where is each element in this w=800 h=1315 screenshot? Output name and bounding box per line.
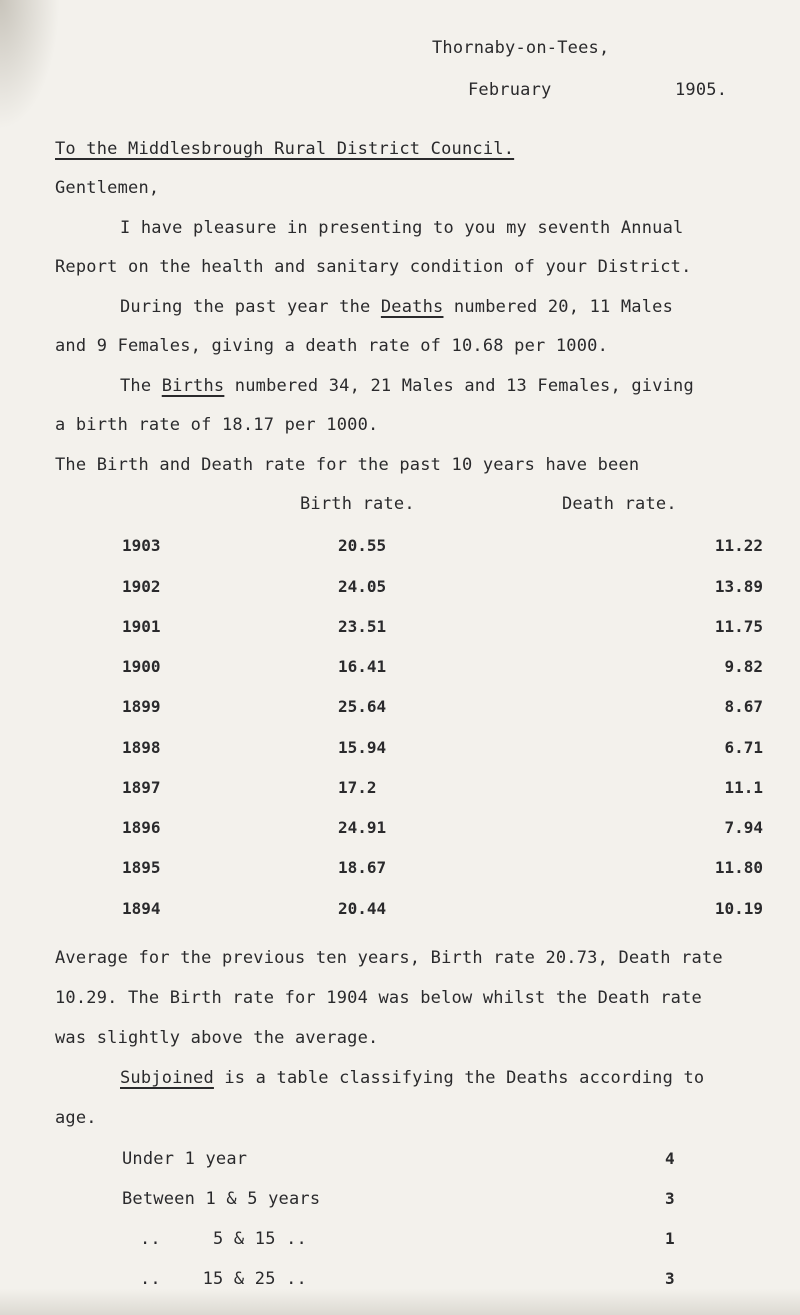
row-death-rate: 7.94 [724,818,763,837]
row-birth-rate: 25.64 [338,697,387,716]
row-death-rate: 6.71 [724,738,763,757]
row-birth-rate: 18.67 [338,858,387,877]
paragraph-1-line-2: Report on the health and sanitary condition of your District. [55,257,692,277]
row-birth-rate: 20.55 [338,536,387,555]
row-birth-rate: 17.2 [338,778,377,797]
deaths-underlined: Deaths [380,297,444,317]
row-death-rate: 11.80 [714,858,763,877]
paragraph-1-line-1: I have pleasure in presenting to you my seventh Annual [120,218,684,238]
row-death-rate: 11.1 [724,778,763,797]
age-label: Between 1 & 5 years [122,1189,321,1209]
age-label: .. 15 & 25 .. [140,1269,307,1289]
header-month: February [468,80,552,100]
average-line-3: was slightly above the average. [55,1028,379,1048]
row-year: 1896 [122,818,161,837]
age-count: 3 [665,1189,675,1208]
birth-rate-header: Birth rate. [300,494,415,514]
scan-bottom-shade [0,1289,800,1315]
scan-corner-shadow [0,0,60,130]
row-year: 1900 [122,657,161,676]
paragraph-3-line-1: The Births numbered 34, 21 Males and 13 Females, giving [120,376,694,396]
death-rate-header: Death rate. [562,494,677,514]
row-year: 1899 [122,697,161,716]
row-year: 1898 [122,738,161,757]
row-death-rate: 11.75 [714,617,763,636]
age-count: 4 [665,1149,675,1168]
row-year: 1895 [122,858,161,877]
age-label: .. 5 & 15 .. [140,1229,307,1249]
row-birth-rate: 23.51 [338,617,387,636]
average-line-2: 10.29. The Birth rate for 1904 was below whilst the Death rate [55,988,702,1008]
paragraph-2-line-2: and 9 Females, giving a death rate of 10.68 per 1000. [55,336,609,356]
average-line-1: Average for the previous ten years, Birth rate 20.73, Death rate [55,948,723,968]
row-death-rate: 13.89 [714,577,763,596]
row-year: 1894 [122,899,161,918]
subjoined-line-2: age. [55,1108,97,1128]
age-count: 3 [665,1269,675,1288]
row-year: 1897 [122,778,161,797]
row-year: 1901 [122,617,161,636]
addressee: To the Middlesbrough Rural District Council. [55,139,515,159]
row-birth-rate: 24.05 [338,577,387,596]
row-birth-rate: 16.41 [338,657,387,676]
row-death-rate: 8.67 [724,697,763,716]
row-birth-rate: 20.44 [338,899,387,918]
age-count: 1 [665,1229,675,1248]
paragraph-4-line-1: The Birth and Death rate for the past 10 years have been [55,455,640,475]
header-place: Thornaby-on-Tees, [432,38,610,58]
subjoined-line-1: Subjoined is a table classifying the Deaths according to [120,1068,705,1088]
row-birth-rate: 24.91 [338,818,387,837]
subjoined-underlined: Subjoined [120,1068,214,1088]
row-birth-rate: 15.94 [338,738,387,757]
header-year: 1905. [675,80,728,100]
paragraph-2-line-1: During the past year the Deaths numbered 20, 11 Males [120,297,674,317]
paragraph-3-line-2: a birth rate of 18.17 per 1000. [55,415,379,435]
age-label: Under 1 year [122,1149,248,1169]
row-death-rate: 9.82 [724,657,763,676]
row-year: 1903 [122,536,161,555]
salutation: Gentlemen, [55,178,160,198]
births-underlined: Births [161,376,225,396]
row-year: 1902 [122,577,161,596]
row-death-rate: 11.22 [714,536,763,555]
row-death-rate: 10.19 [714,899,763,918]
